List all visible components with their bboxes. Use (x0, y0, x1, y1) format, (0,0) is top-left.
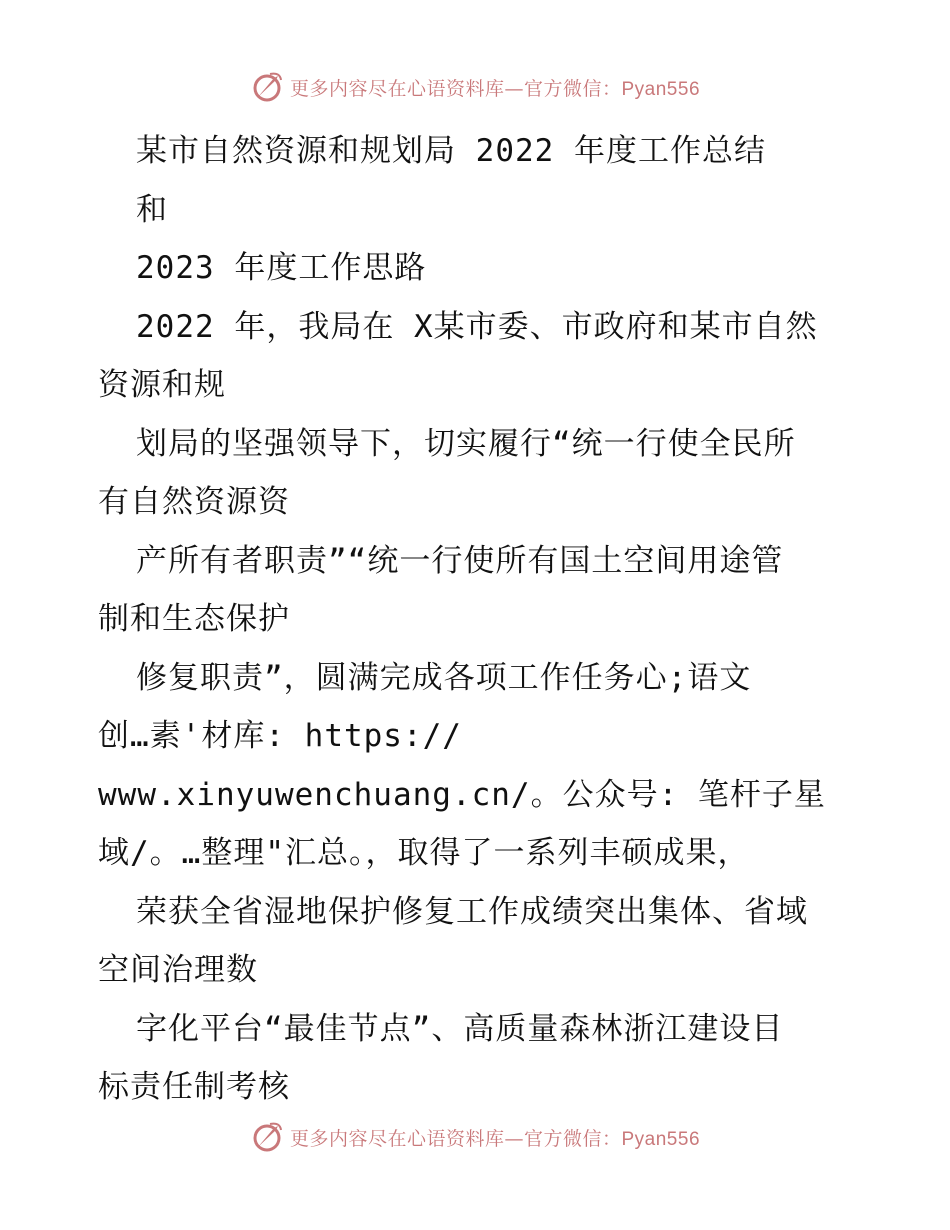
text-line: 荣获全省湿地保护修复工作成绩突出集体、省域 (136, 893, 808, 930)
quill-pen-logo-icon (250, 70, 284, 104)
page-header-watermark (0, 70, 950, 104)
text-line: 2022 年，我局在 X某市委、市政府和某市自然 (136, 308, 818, 345)
text-line: 和 (136, 191, 168, 228)
text-line: 制和生态保护 (98, 601, 290, 637)
text-line: 资源和规 (98, 367, 226, 403)
footer-watermark-text: 更多内容尽在心语资料库—官方微信：Pyan556 (289, 1127, 701, 1150)
text-line: 创…素'材库: https:// (98, 718, 462, 754)
text-line: 2023 年度工作思路 (136, 250, 427, 286)
header-watermark-id: Pyan556 (621, 78, 701, 100)
text-line: 修复职责”，圆满完成各项工作任务心;语文 (136, 659, 752, 696)
text-line: 标责任制考核 (98, 1069, 290, 1105)
quill-pen-logo-icon (250, 1120, 284, 1154)
page-footer-watermark (0, 1120, 950, 1154)
text-line: 某市自然资源和规划局 2022 年度工作总结 (136, 133, 766, 169)
footer-watermark-id: Pyan556 (621, 1128, 701, 1150)
text-line: 域/。…整理"汇总。，取得了一系列丰硕成果， (98, 835, 750, 871)
text-line: 产所有者职责”“统一行使所有国土空间用途管 (136, 542, 784, 579)
header-watermark-text: 更多内容尽在心语资料库—官方微信：Pyan556 (289, 77, 701, 100)
text-line: www.xinyuwenchuang.cn/。公众号: 笔杆子星 (98, 776, 826, 813)
text-line: 字化平台“最佳节点”、高质量森林浙江建设目 (136, 1010, 784, 1047)
text-line: 空间治理数 (98, 952, 258, 988)
text-line: 有自然资源资 (98, 484, 290, 520)
text-line: 划局的坚强领导下，切实履行“统一行使全民所 (136, 425, 796, 462)
document-body (98, 122, 858, 1117)
